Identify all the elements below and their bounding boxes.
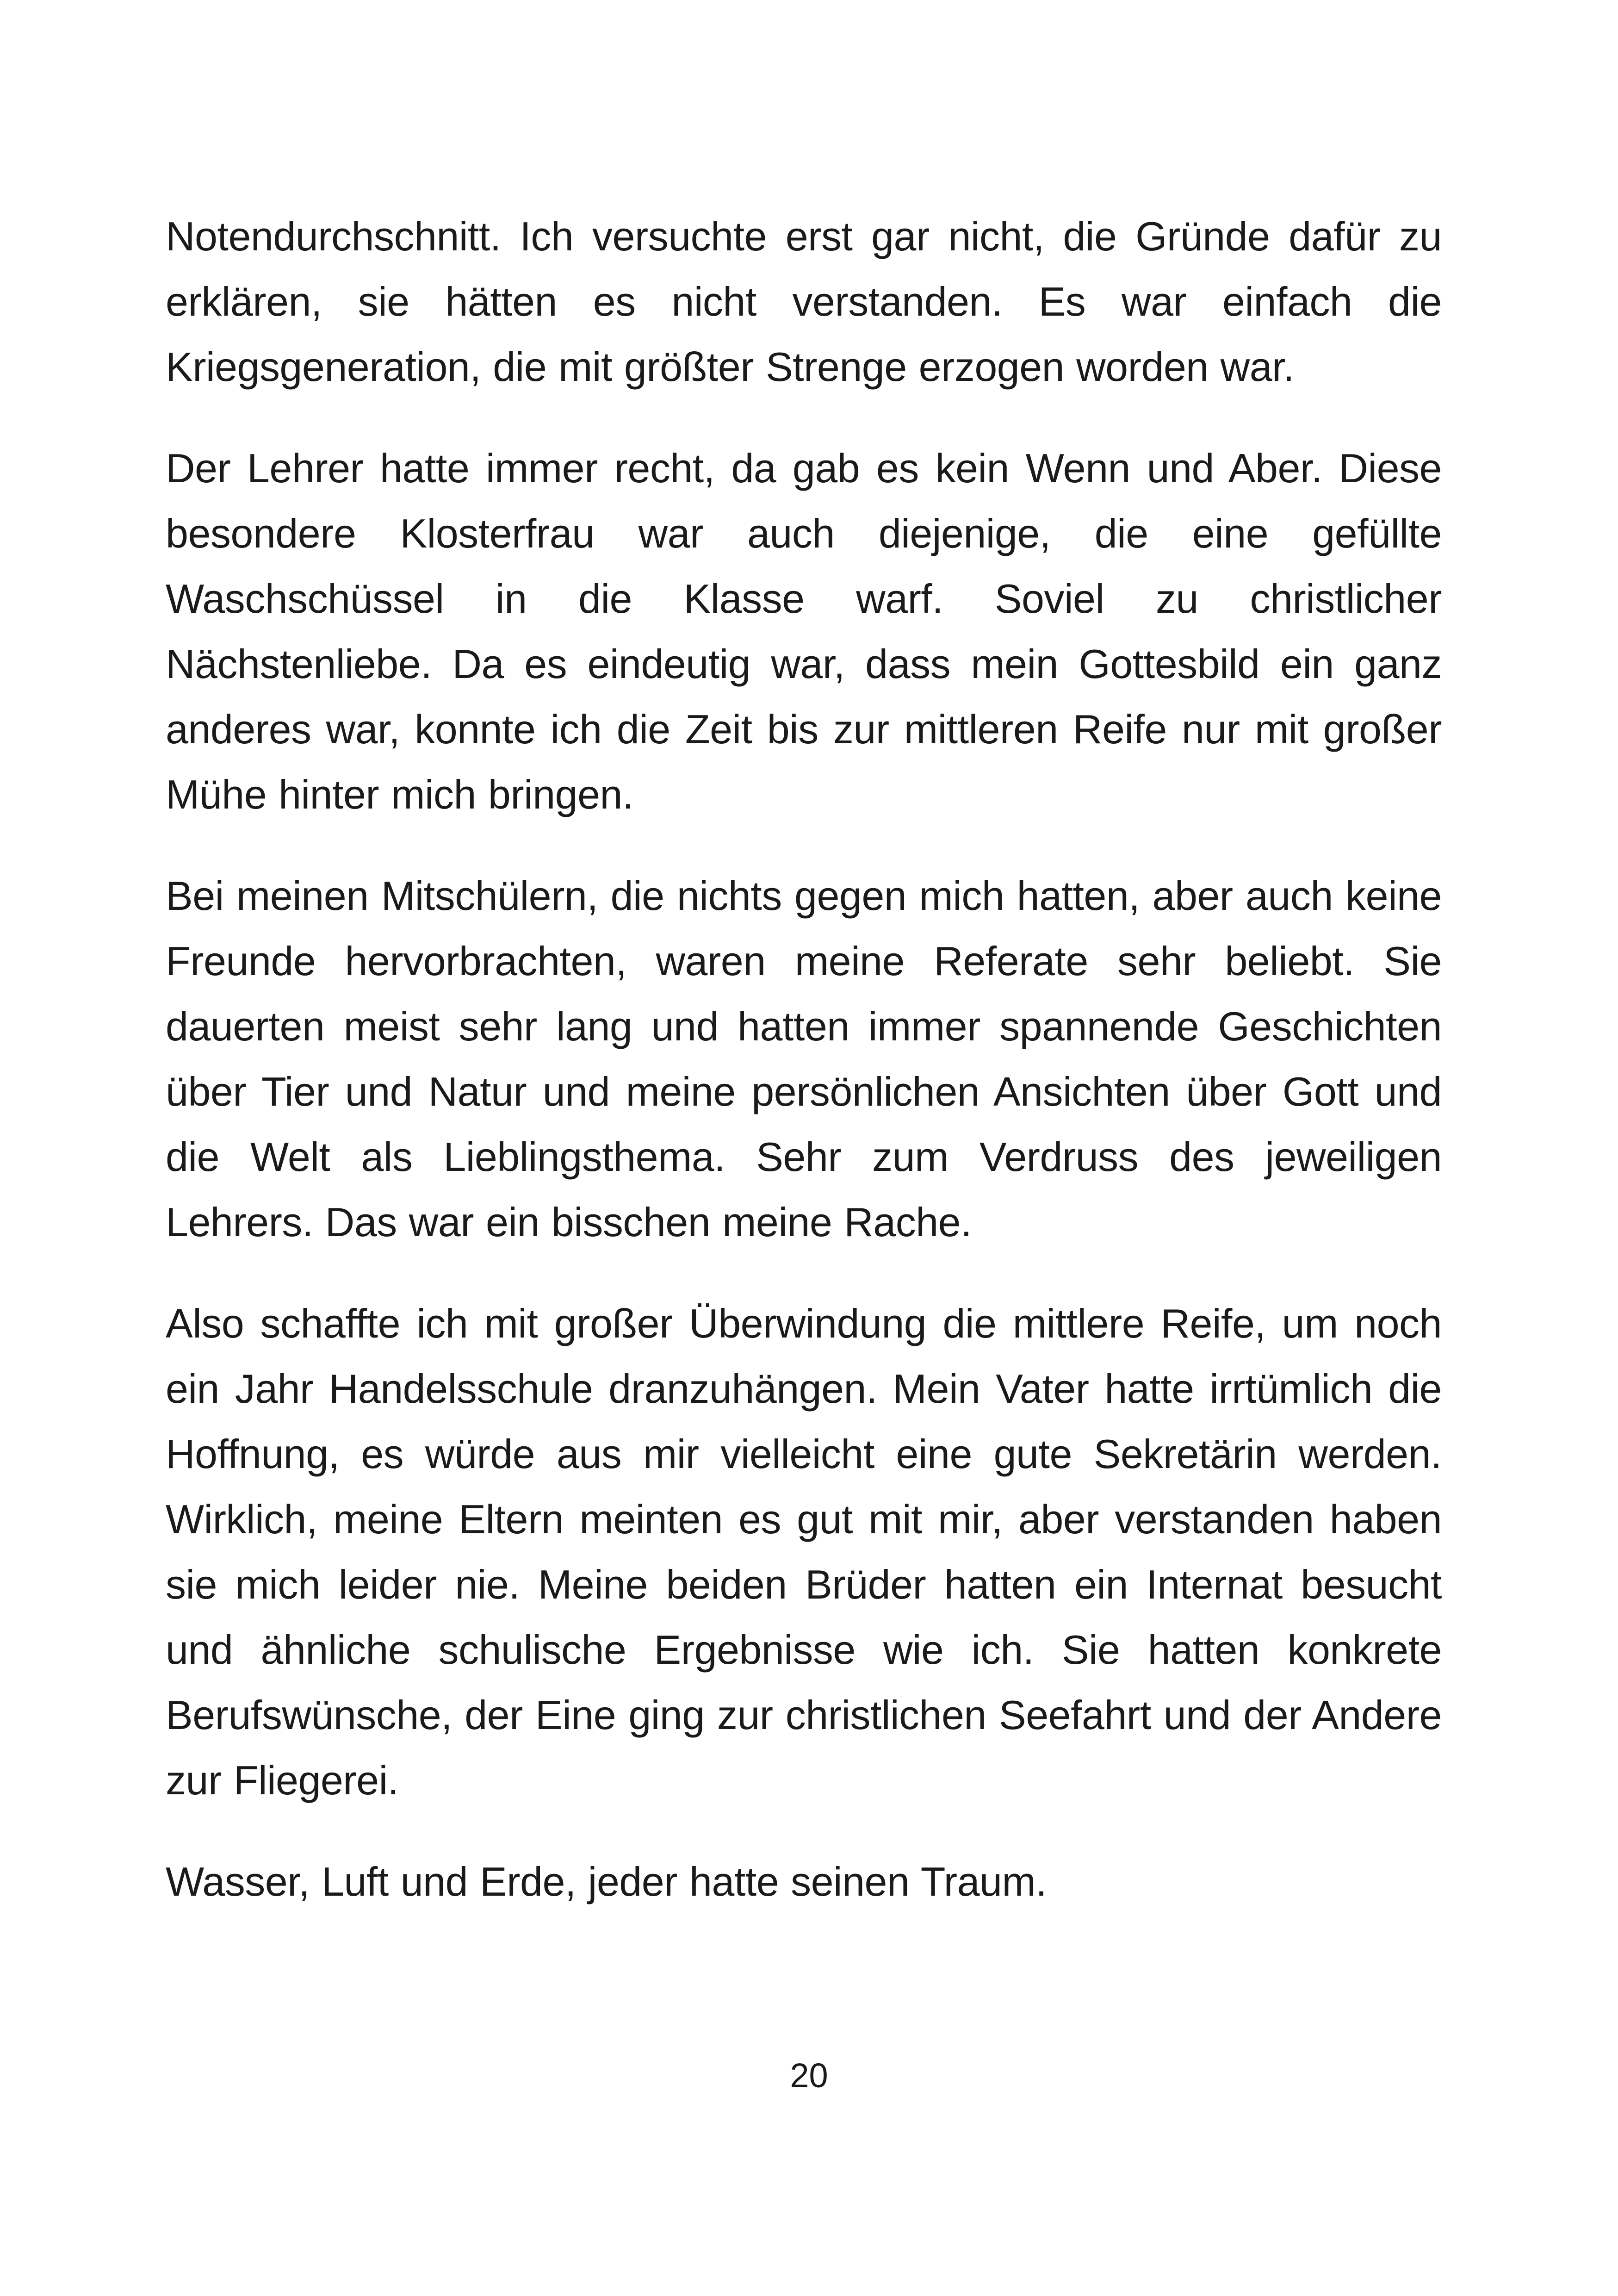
page-number: 20 <box>790 2056 828 2095</box>
paragraph-2: Der Lehrer hatte immer recht, da gab es kein Wenn und Aber. Diese besondere Klosterfrau war auch diejenige, die eine gefüllte Waschschüssel in die Klasse warf. Soviel zu christlicher Nächstenliebe. Da es eindeutig war, dass mein Gottesbild ein ganz anderes war, konnte ich die Zeit bis zur mittleren Reife nur mit großer Mühe hinter mich bringen. <box>166 445 1442 817</box>
paragraph-4: Also schaffte ich mit großer Überwindung die mittlere Reife, um noch ein Jahr Handelsschule dranzuhängen. Mein Vater hatte irrtümlich die Hoffnung, es würde aus mir vielleicht eine gute Sekretärin werden. Wirklich, meine Eltern meinten es gut mit mir, aber verstanden haben sie mich leider nie. Meine beiden Brüder hatten ein Internat besucht und ähnliche schulische Ergebnisse wie ich. Sie hatten konkrete Berufswünsche, der Eine ging zur christlichen Seefahrt und der Andere zur Fliegerei. <box>166 1300 1442 1803</box>
body-text <box>166 204 1442 1914</box>
paragraph-1: Notendurchschnitt. Ich versuchte erst gar nicht, die Gründe dafür zu erklären, sie hätten es nicht verstanden. Es war einfach die Kriegsgeneration, die mit größter Strenge erzogen worden war. <box>166 213 1442 390</box>
paragraph-5: Wasser, Luft und Erde, jeder hatte seinen Traum. <box>166 1859 1047 1904</box>
paragraph-3: Bei meinen Mitschülern, die nichts gegen mich hatten, aber auch keine Freunde hervorbrachten, waren meine Referate sehr beliebt. Sie dauerten meist sehr lang und hatten immer spannende Geschichten über Tier und Natur und meine persönlichen Ansichten über Gott und die Welt als Lieblingsthema. Sehr zum Verdruss des jeweiligen Lehrers. Das war ein bisschen meine Rache. <box>166 873 1442 1245</box>
